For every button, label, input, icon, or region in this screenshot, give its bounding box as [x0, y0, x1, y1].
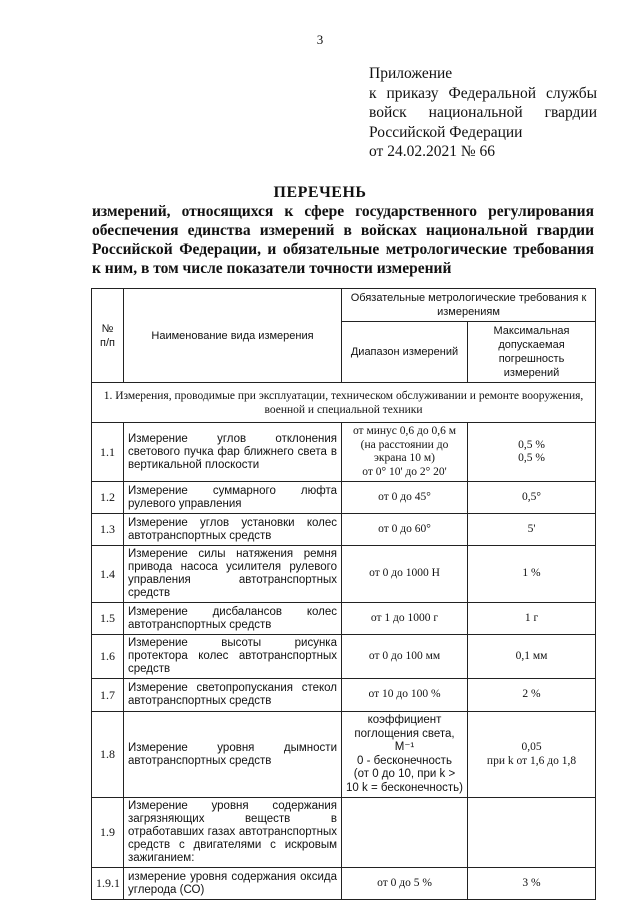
- row-range: от 0 до 100 мм: [342, 635, 468, 679]
- error-line: 0,5 %: [518, 452, 545, 464]
- row-range: от 0 до 60°: [342, 514, 468, 546]
- row-range: от 0 до 1000 Н: [342, 546, 468, 603]
- document-subtitle: [92, 202, 594, 278]
- row-error: [468, 712, 596, 798]
- row-error: [468, 423, 596, 482]
- row-num: 1.3: [92, 514, 124, 546]
- row-error: 1 г: [468, 603, 596, 635]
- row-error: 0,5°: [468, 482, 596, 514]
- row-range: от 10 до 100 %: [342, 679, 468, 712]
- row-range: от 1 до 1000 г: [342, 603, 468, 635]
- range-line: 0 - бесконечность: [357, 754, 452, 767]
- row-name: измерение уровня содержания оксида углерода (СО): [124, 868, 342, 900]
- row-error: 2 %: [468, 679, 596, 712]
- subtitle-line: Российской Федерации, и обязательные метрологические требования: [92, 241, 594, 258]
- row-range: [342, 423, 468, 482]
- document-title: ПЕРЕЧЕНЬ: [273, 184, 367, 201]
- row-name: Измерение уровня содержания загрязняющих веществ в отработавших газах автотранспортных средств с двигателями с искровым зажиганием:: [124, 798, 342, 868]
- row-num: 1.6: [92, 635, 124, 679]
- table-row: [92, 798, 596, 868]
- row-num: 1.8: [92, 712, 124, 798]
- table-row: [92, 603, 596, 635]
- appendix-line: к приказу Федеральной службы: [369, 84, 597, 102]
- appendix-block: [369, 64, 597, 162]
- section-heading: 1. Измерения, проводимые при эксплуатации, техническом обслуживании и ремонте вооружения, военной и специальной техники: [92, 383, 596, 423]
- row-error: [468, 798, 596, 868]
- header-num: № п/п: [92, 289, 124, 383]
- row-num: 1.4: [92, 546, 124, 603]
- row-name: Измерение дисбалансов колес автотранспортных средств: [124, 603, 342, 635]
- row-name: Измерение светопропускания стекол автотранспортных средств: [124, 679, 342, 712]
- row-range: от 0 до 45°: [342, 482, 468, 514]
- row-num: 1.1: [92, 423, 124, 482]
- row-range: [342, 798, 468, 868]
- appendix-line: Приложение: [369, 65, 453, 82]
- row-name: Измерение углов отклонения светового пучка фар ближнего света в вертикальной плоскости: [124, 423, 342, 482]
- range-line: от 0° 10' до 2° 20': [362, 465, 447, 478]
- table-row: [92, 423, 596, 482]
- header-name: Наименование вида измерения: [124, 289, 342, 383]
- row-num: 1.9.1: [92, 868, 124, 900]
- table-row: [92, 514, 596, 546]
- error-line: 0,5 %: [518, 438, 545, 451]
- row-error: 5': [468, 514, 596, 546]
- appendix-line: войск национальной гвардии: [369, 104, 597, 121]
- subtitle-line: обеспечения единства измерений в войсках национальной гвардии: [92, 222, 594, 239]
- row-name: Измерение углов установки колес автотранспортных средств: [124, 514, 342, 546]
- error-line: 0,05: [521, 741, 542, 753]
- appendix-line: Российской Федерации: [369, 123, 523, 141]
- row-error: 1 %: [468, 546, 596, 603]
- row-range: от 0 до 5 %: [342, 868, 468, 900]
- row-name: Измерение уровня дымности автотранспортных средств: [124, 712, 342, 798]
- header-error: Максимальная допускаемая погрешность измерений: [468, 322, 596, 383]
- row-error: 3 %: [468, 868, 596, 900]
- subtitle-line: к ним, в том числе показатели точности измерений: [92, 260, 452, 277]
- table-row: [92, 868, 596, 900]
- row-name: Измерение высоты рисунка протектора колес автотранспортных средств: [124, 635, 342, 679]
- table-row: [92, 712, 596, 798]
- row-range: [342, 712, 468, 798]
- row-error: 0,1 мм: [468, 635, 596, 679]
- page-number: 3: [316, 32, 324, 47]
- row-num: 1.2: [92, 482, 124, 514]
- subtitle-line: измерений, относящихся к сфере государственного регулирования: [92, 203, 594, 220]
- measurements-table: [91, 288, 596, 900]
- row-name: Измерение силы натяжения ремня привода насоса усилителя рулевого управления автотранспортных средств: [124, 546, 342, 603]
- row-num: 1.9: [92, 798, 124, 868]
- range-line: (от 0 до 10, при k > 10 k = бесконечность): [346, 768, 463, 794]
- appendix-date: от 24.02.2021 № 66: [369, 143, 495, 160]
- range-line: коэффициент поглощения света, М⁻¹: [354, 714, 455, 753]
- error-line: при k от 1,6 до 1,8: [486, 754, 577, 767]
- table-row: [92, 546, 596, 603]
- row-num: 1.5: [92, 603, 124, 635]
- header-range: Диапазон измерений: [342, 322, 468, 383]
- table-row: [92, 635, 596, 679]
- row-name: Измерение суммарного люфта рулевого управления: [124, 482, 342, 514]
- table-row: [92, 679, 596, 712]
- table-row: [92, 482, 596, 514]
- row-num: 1.7: [92, 679, 124, 712]
- header-requirements: Обязательные метрологические требования к измерениям: [342, 289, 596, 322]
- range-line: от минус 0,6 до 0,6 м (на расстоянии до экрана 10 м): [352, 425, 457, 464]
